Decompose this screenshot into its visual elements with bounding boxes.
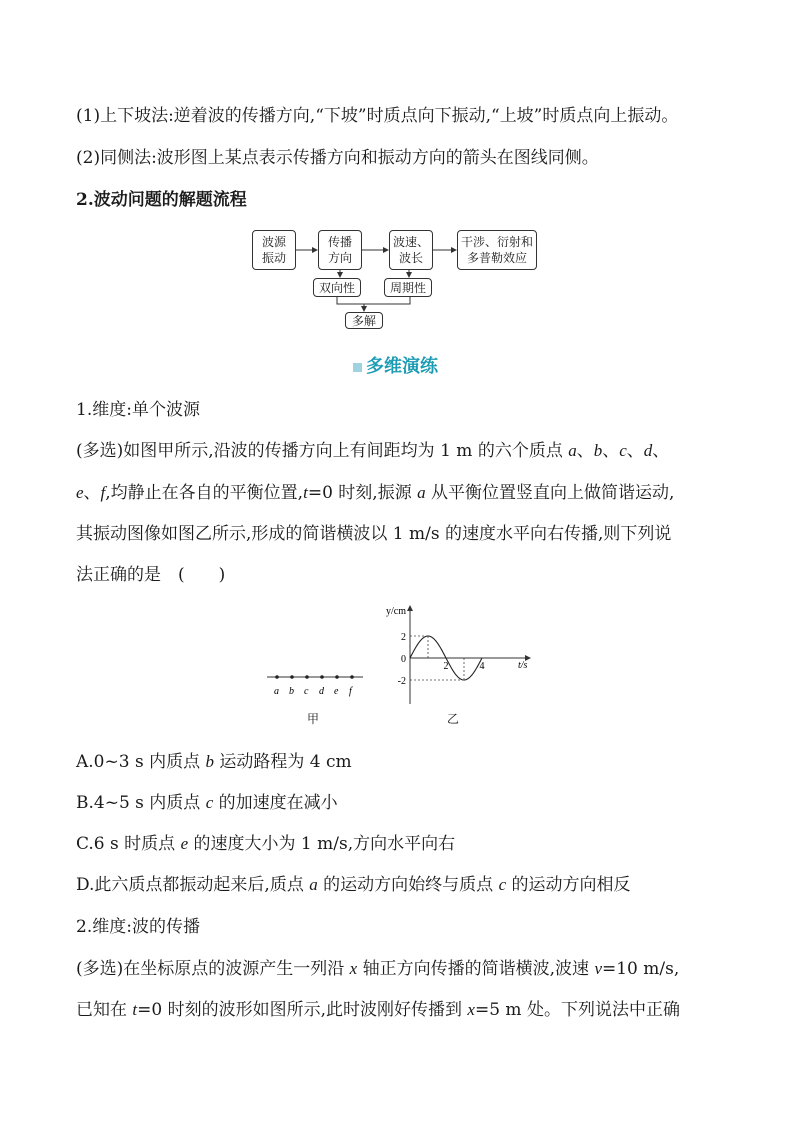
chart-ytick-0: 2 — [401, 632, 406, 643]
q2-line-1: (多选)在坐标原点的波源产生一列沿 x 轴正方向传播的简谐横波,波速 v=10 m/s, — [76, 959, 680, 979]
flow-node-source: 波源 振动 — [252, 230, 296, 270]
method-2: (2)同侧法:波形图上某点表示传播方向和振动方向的箭头在图线同侧。 — [76, 148, 599, 168]
jia-label-d: d — [319, 686, 324, 697]
option-b[interactable]: B.4~5 s 内质点 c 的加速度在减小 — [76, 793, 338, 813]
flow-node-periodicity: 周期性 — [384, 278, 432, 297]
chart-xlabel: t/s — [518, 660, 528, 671]
q1-line-4: 法正确的是 ( ) — [76, 565, 226, 585]
q1-label: 1.维度:单个波源 — [76, 400, 200, 420]
jia-label-c: c — [304, 686, 309, 697]
jia-caption: 甲 — [307, 712, 320, 726]
q1-line-3: 其振动图像如图乙所示,形成的简谐横波以 1 m/s 的速度水平向右传播,则下列说 — [76, 524, 672, 544]
section-square-icon — [353, 363, 362, 372]
jia-point-e — [335, 675, 339, 679]
option-c[interactable]: C.6 s 时质点 e 的速度大小为 1 m/s,方向水平向右 — [76, 834, 456, 854]
yi-caption: 乙 — [447, 712, 460, 726]
flow-node-interference: 干涉、衍射和 多普勒效应 — [457, 230, 537, 270]
jia-point-f — [350, 675, 354, 679]
chart-ytick-1: 0 — [401, 654, 406, 665]
q1-line-2: e、f,均静止在各自的平衡位置,t=0 时刻,振源 a 从平衡位置竖直向上做简谐运动, — [76, 483, 675, 503]
q1-line-1: (多选)如图甲所示,沿波的传播方向上有间距均为 1 m 的六个质点 a、b、c、d、 — [76, 441, 670, 461]
jia-label-f: f — [349, 686, 352, 697]
method-1: (1)上下坡法:逆着波的传播方向,“下坡”时质点向下振动,“上坡”时质点向上振动。 — [76, 106, 679, 126]
flow-node-multisolution: 多解 — [345, 312, 383, 329]
flow-node-bidirectional: 双向性 — [313, 278, 361, 297]
jia-point-a — [275, 675, 279, 679]
flow-heading: 2.波动问题的解题流程 — [76, 190, 247, 210]
flow-node-direction: 传播 方向 — [318, 230, 362, 270]
jia-point-d — [320, 675, 324, 679]
vibration-chart — [380, 604, 540, 714]
section-title: 多维演练 — [353, 352, 438, 378]
option-d[interactable]: D.此六质点都振动起来后,质点 a 的运动方向始终与质点 c 的运动方向相反 — [76, 875, 631, 895]
jia-label-b: b — [289, 686, 294, 697]
jia-label-e: e — [334, 686, 339, 697]
figure-jia — [265, 664, 375, 714]
option-a[interactable]: A.0~3 s 内质点 b 运动路程为 4 cm — [76, 752, 352, 772]
jia-label-a: a — [274, 686, 279, 697]
jia-point-c — [305, 675, 309, 679]
jia-point-b — [290, 675, 294, 679]
merge-line — [337, 297, 410, 304]
q2-label: 2.维度:波的传播 — [76, 917, 200, 937]
chart-xtick-1: 4 — [479, 661, 485, 672]
chart-ylabel: y/cm — [386, 606, 406, 617]
chart-xtick-0: 2 — [443, 661, 449, 672]
q2-line-2: 已知在 t=0 时刻的波形如图所示,此时波刚好传播到 x=5 m 处。下列说法中正确 — [76, 1000, 680, 1020]
flow-node-speed: 波速、 波长 — [389, 230, 433, 270]
chart-ytick-2: -2 — [397, 676, 406, 687]
